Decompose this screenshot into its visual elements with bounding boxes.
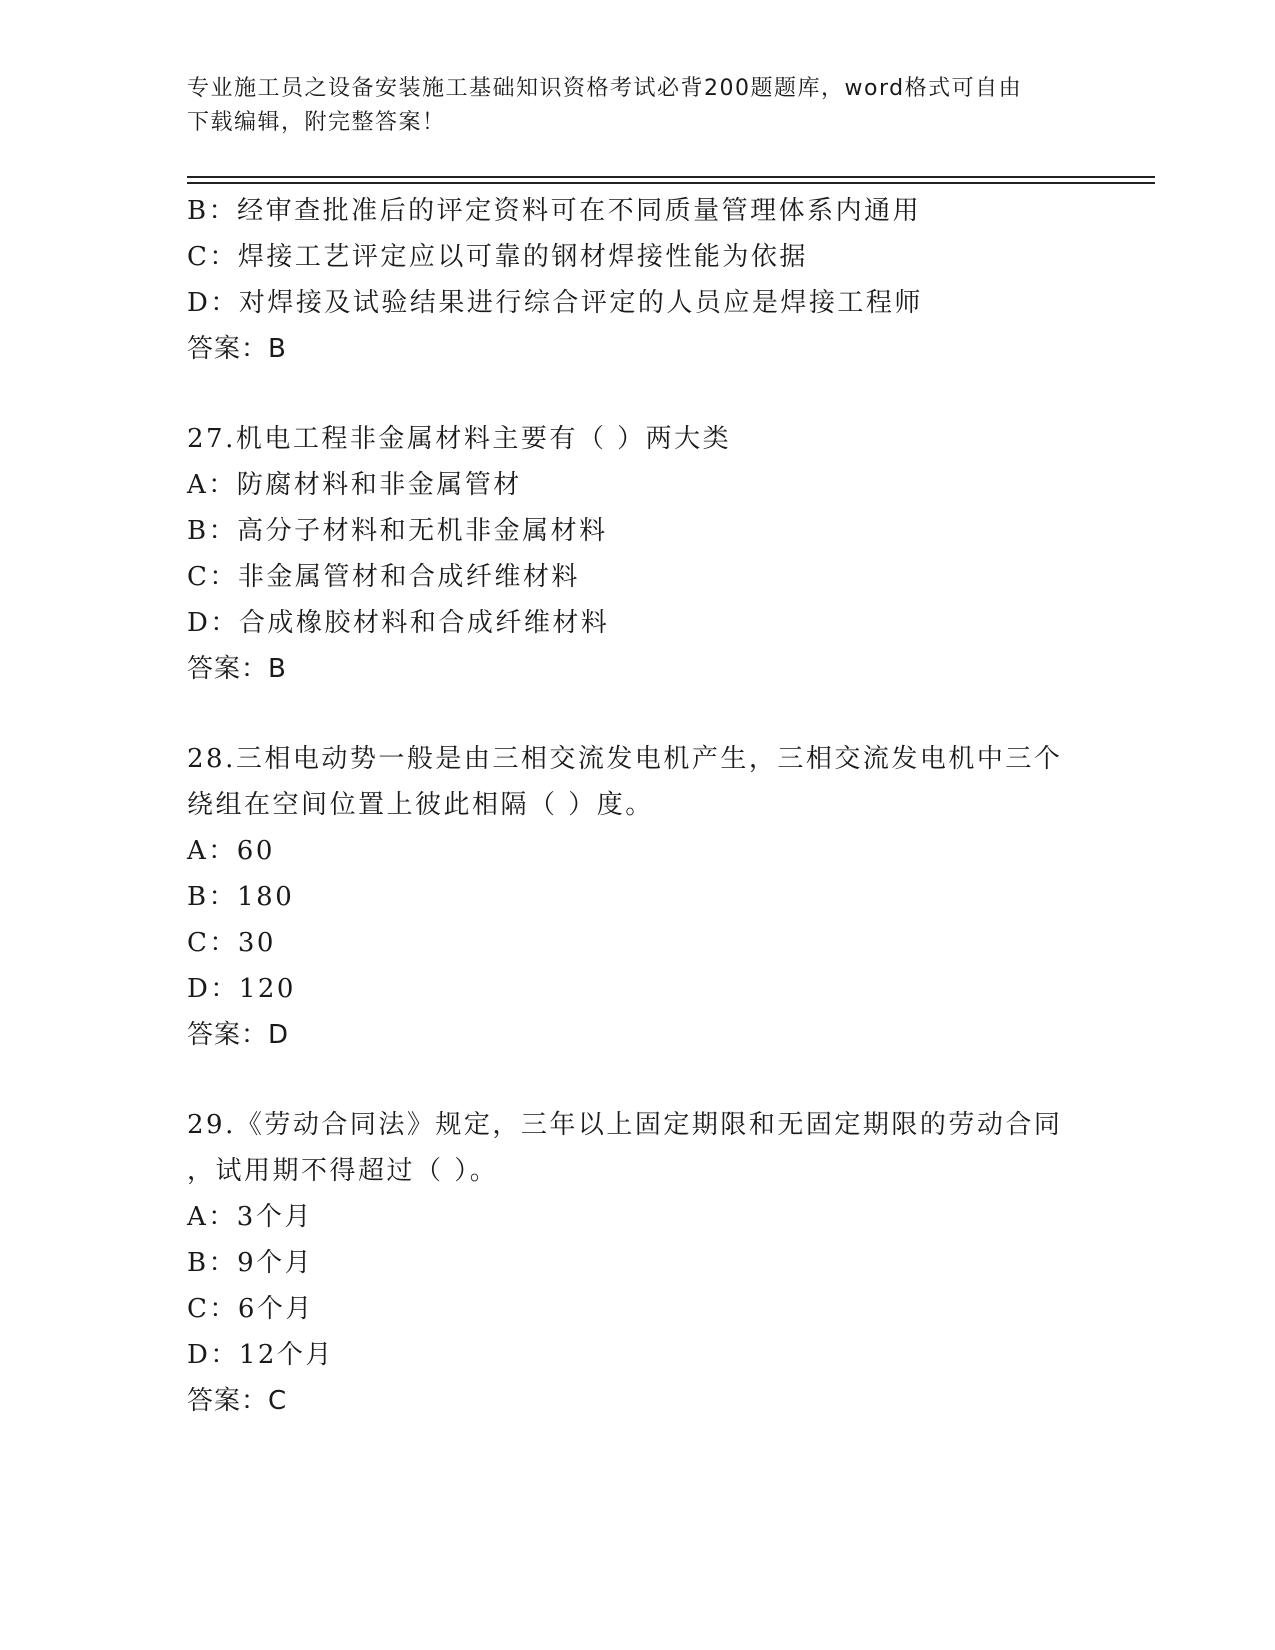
document-body <box>187 188 1087 1424</box>
question-stem-line-1: 28.三相电动势一般是由三相交流发电机产生，三相交流发电机中三个 <box>187 744 1063 774</box>
header-divider-top <box>187 176 1155 178</box>
option-b: B：经审查批准后的评定资料可在不同质量管理体系内通用 <box>187 196 922 226</box>
option-b: B：180 <box>187 882 295 912</box>
option-d: D：合成橡胶材料和合成纤维材料 <box>187 608 610 638</box>
question-26-continued <box>187 188 1087 372</box>
option-c: C：30 <box>187 928 276 958</box>
question-stem-line-2: 绕组在空间位置上彼此相隔（ ）度。 <box>187 790 654 820</box>
option-a: A：60 <box>187 836 275 866</box>
option-d: D：对焊接及试验结果进行综合评定的人员应是焊接工程师 <box>187 288 923 318</box>
option-c: C：焊接工艺评定应以可靠的钢材焊接性能为依据 <box>187 242 808 272</box>
question-28 <box>187 736 1087 1058</box>
option-a: A：防腐材料和非金属管材 <box>187 470 522 500</box>
answer-line: 答案：D <box>187 1020 290 1050</box>
question-29 <box>187 1102 1087 1424</box>
option-a: A：3个月 <box>187 1202 313 1232</box>
question-stem-line-2: ，试用期不得超过（ ）。 <box>187 1156 499 1186</box>
option-d: D：12个月 <box>187 1340 334 1370</box>
option-b: B：高分子材料和无机非金属材料 <box>187 516 608 546</box>
answer-line: 答案：C <box>187 1386 288 1416</box>
option-d: D：120 <box>187 974 296 1004</box>
question-stem: 27.机电工程非金属材料主要有（ ）两大类 <box>187 424 732 454</box>
question-27 <box>187 416 1087 692</box>
header-divider-bottom <box>187 182 1155 184</box>
option-c: C：6个月 <box>187 1294 314 1324</box>
option-b: B：9个月 <box>187 1248 314 1278</box>
answer-line: 答案：B <box>187 334 287 364</box>
document-header <box>187 72 1067 140</box>
answer-line: 答案：B <box>187 654 287 684</box>
option-c: C：非金属管材和合成纤维材料 <box>187 562 580 592</box>
header-line-2: 下载编辑，附完整答案！ <box>187 110 446 135</box>
question-stem-line-1: 29.《劳动合同法》规定，三年以上固定期限和无固定期限的劳动合同 <box>187 1110 1063 1140</box>
header-line-1: 专业施工员之设备安装施工基础知识资格考试必背200题题库，word格式可自由 <box>187 76 1023 101</box>
